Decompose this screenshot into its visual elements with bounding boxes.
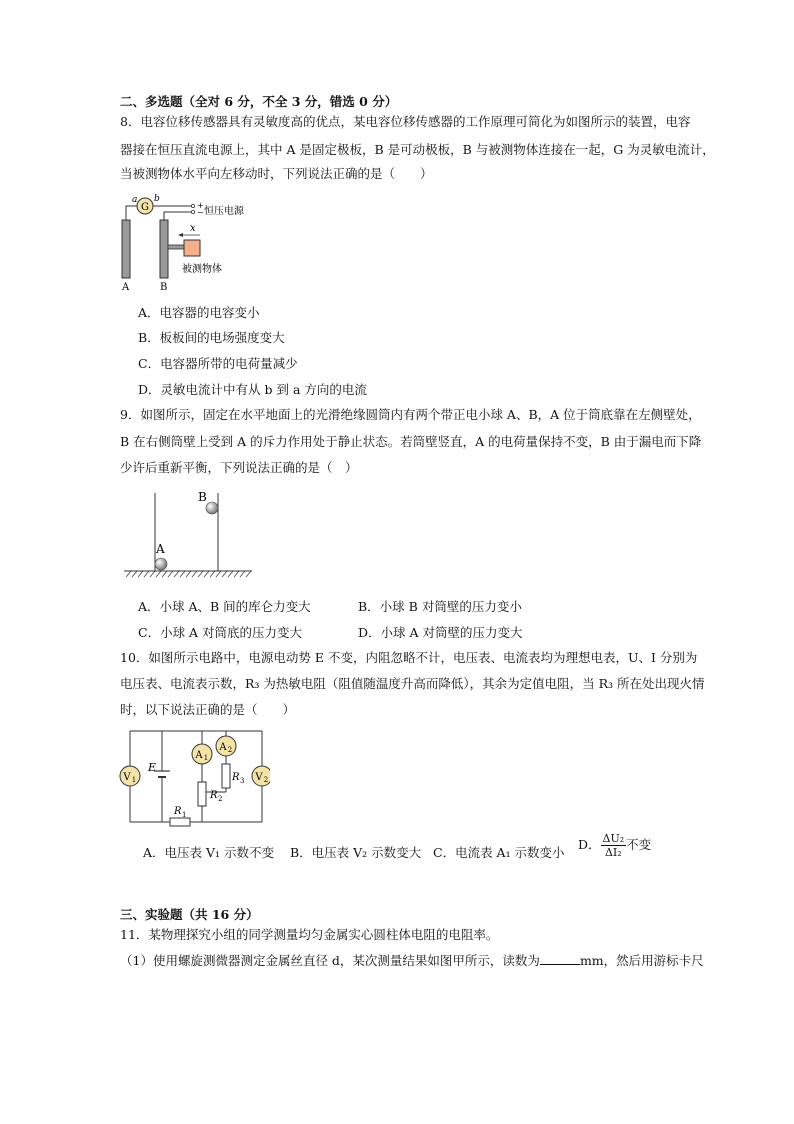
r3-label: R (232, 772, 240, 783)
q9-cylinder-figure (120, 487, 255, 579)
plate-a-label: A (122, 282, 130, 293)
a2-sub: 2 (227, 746, 233, 754)
q8-text-line3: 当被测物体水平向左移动时，下列说法正确的是（ ） (120, 166, 433, 181)
q11-line2-end: mm，然后用游标卡尺 (579, 953, 704, 968)
q10-option-d-fraction (601, 832, 627, 859)
resistor-r3 (222, 764, 230, 788)
battery-e-label: E (148, 761, 157, 774)
ball-a (155, 558, 167, 570)
plus-sign: + (197, 201, 204, 210)
q9-option-d: D．小球 A 对筒壁的压力变大 (358, 625, 523, 640)
r2-label: R (210, 790, 218, 801)
q11-text-line2 (120, 952, 704, 970)
q9-text-line1: 9．如图所示，固定在水平地面上的光滑绝缘圆筒内有两个带正电小球 A、B，A 位于筒底靠在左侧壁处， (120, 407, 701, 422)
q9-text-line3: 少许后重新平衡，下列说法正确的是（ ） (120, 460, 358, 475)
plate-b-label: B (160, 282, 168, 293)
q8-option-d: D．灵敏电流计中有从 b 到 a 方向的电流 (138, 382, 367, 397)
q8-text-line1: 8．电容位移传感器具有灵敏度高的优点，某电容位移传感器的工作原理可简化为如图所示的装置，电容 (120, 114, 691, 129)
resistor-r1 (170, 818, 190, 826)
v1-label: V (123, 772, 131, 783)
a1-sub: 1 (203, 754, 209, 762)
q10-option-c: C．电流表 A₁ 示数变小 (433, 845, 565, 860)
point-b-label: b (154, 194, 160, 204)
q10-option-d-prefix: D． (578, 837, 601, 852)
section-3-title: 三、实验题（共 16 分） (120, 907, 259, 922)
resistor-r2 (198, 782, 206, 806)
answer-blank (540, 952, 580, 965)
v2-sub: 2 (263, 776, 269, 784)
q9-option-b: B．小球 B 对筒壁的压力变小 (358, 599, 522, 614)
q10-circuit-figure (118, 726, 270, 830)
q10-text-line3: 时，以下说法正确的是（ ） (120, 702, 296, 717)
power-source-label: 恒压电源 (204, 206, 244, 217)
ball-a-label: A (156, 542, 165, 556)
plate-a (122, 220, 130, 278)
r1-sub: 1 (182, 811, 187, 819)
ball-b (206, 502, 218, 514)
q8-option-b: B．板板间的电场强度变大 (138, 330, 285, 345)
q11-line2-start: （1）使用螺旋测微器测定金属丝直径 d，某次测量结果如图甲所示，读数为 (120, 953, 540, 968)
object-label: 被测物体 (182, 264, 222, 275)
plate-b (160, 220, 168, 278)
q9-text-line2: B 在右侧筒壁上受到 A 的斥力作用处于静止状态。若筒壁竖直，A 的电荷量保持不变，B 由于漏电而下降 (120, 434, 702, 449)
q10-text-line1: 10．如图所示电路中，电源电动势 E 不变，内阻忽略不计，电压表、电流表均为理想电表，U、I 分别为 (120, 650, 698, 665)
q8-text-line2: 器接在恒压直流电源上，其中 A 是固定极板，B 是可动极板，B 与被测物体连接在一起，G 为灵敏电流计， (120, 142, 715, 157)
fraction-denominator: ΔI₂ (604, 846, 622, 859)
q10-option-d-suffix: 不变 (626, 837, 652, 852)
v2-label: V (255, 772, 263, 783)
q10-text-line2: 电压表、电流表示数，R₃ 为热敏电阻（阻值随温度升高而降低），其余为定值电阻，当 R₃ 所在处出现火情 (120, 676, 705, 691)
v1-sub: 1 (131, 776, 137, 784)
measured-object (184, 240, 200, 256)
q8-capacitor-figure (118, 190, 288, 295)
q8-option-c: C．电容器所带的电荷量减少 (138, 356, 298, 371)
ball-b-label: B (198, 490, 207, 504)
q8-option-a: A．电容器的电容变小 (138, 305, 260, 320)
a2-label: A (219, 742, 227, 753)
q10-option-b: B．电压表 V₂ 示数变大 (290, 845, 422, 860)
fraction-numerator: ΔU₂ (602, 832, 625, 845)
q11-text-line1: 11．某物理探究小组的同学测量均匀金属实心圆柱体电阻的电阻率。 (120, 927, 499, 942)
r2-sub: 2 (218, 795, 223, 803)
minus-sign: − (197, 208, 204, 217)
a1-label: A (195, 750, 203, 761)
point-a-label: a (132, 195, 138, 205)
displacement-label: x (190, 223, 196, 234)
q9-option-c: C．小球 A 对筒底的压力变大 (138, 625, 303, 640)
q10-option-d (578, 832, 651, 859)
q9-option-a: A．小球 A、B 间的库仑力变大 (138, 599, 311, 614)
r1-label: R (174, 806, 182, 817)
q10-option-a: A．电压表 V₁ 示数不变 (143, 845, 275, 860)
galvanometer-label: G (141, 202, 149, 213)
section-2-title: 二、多选题（全对 6 分，不全 3 分，错选 0 分） (120, 94, 398, 109)
r3-sub: 3 (240, 777, 245, 785)
